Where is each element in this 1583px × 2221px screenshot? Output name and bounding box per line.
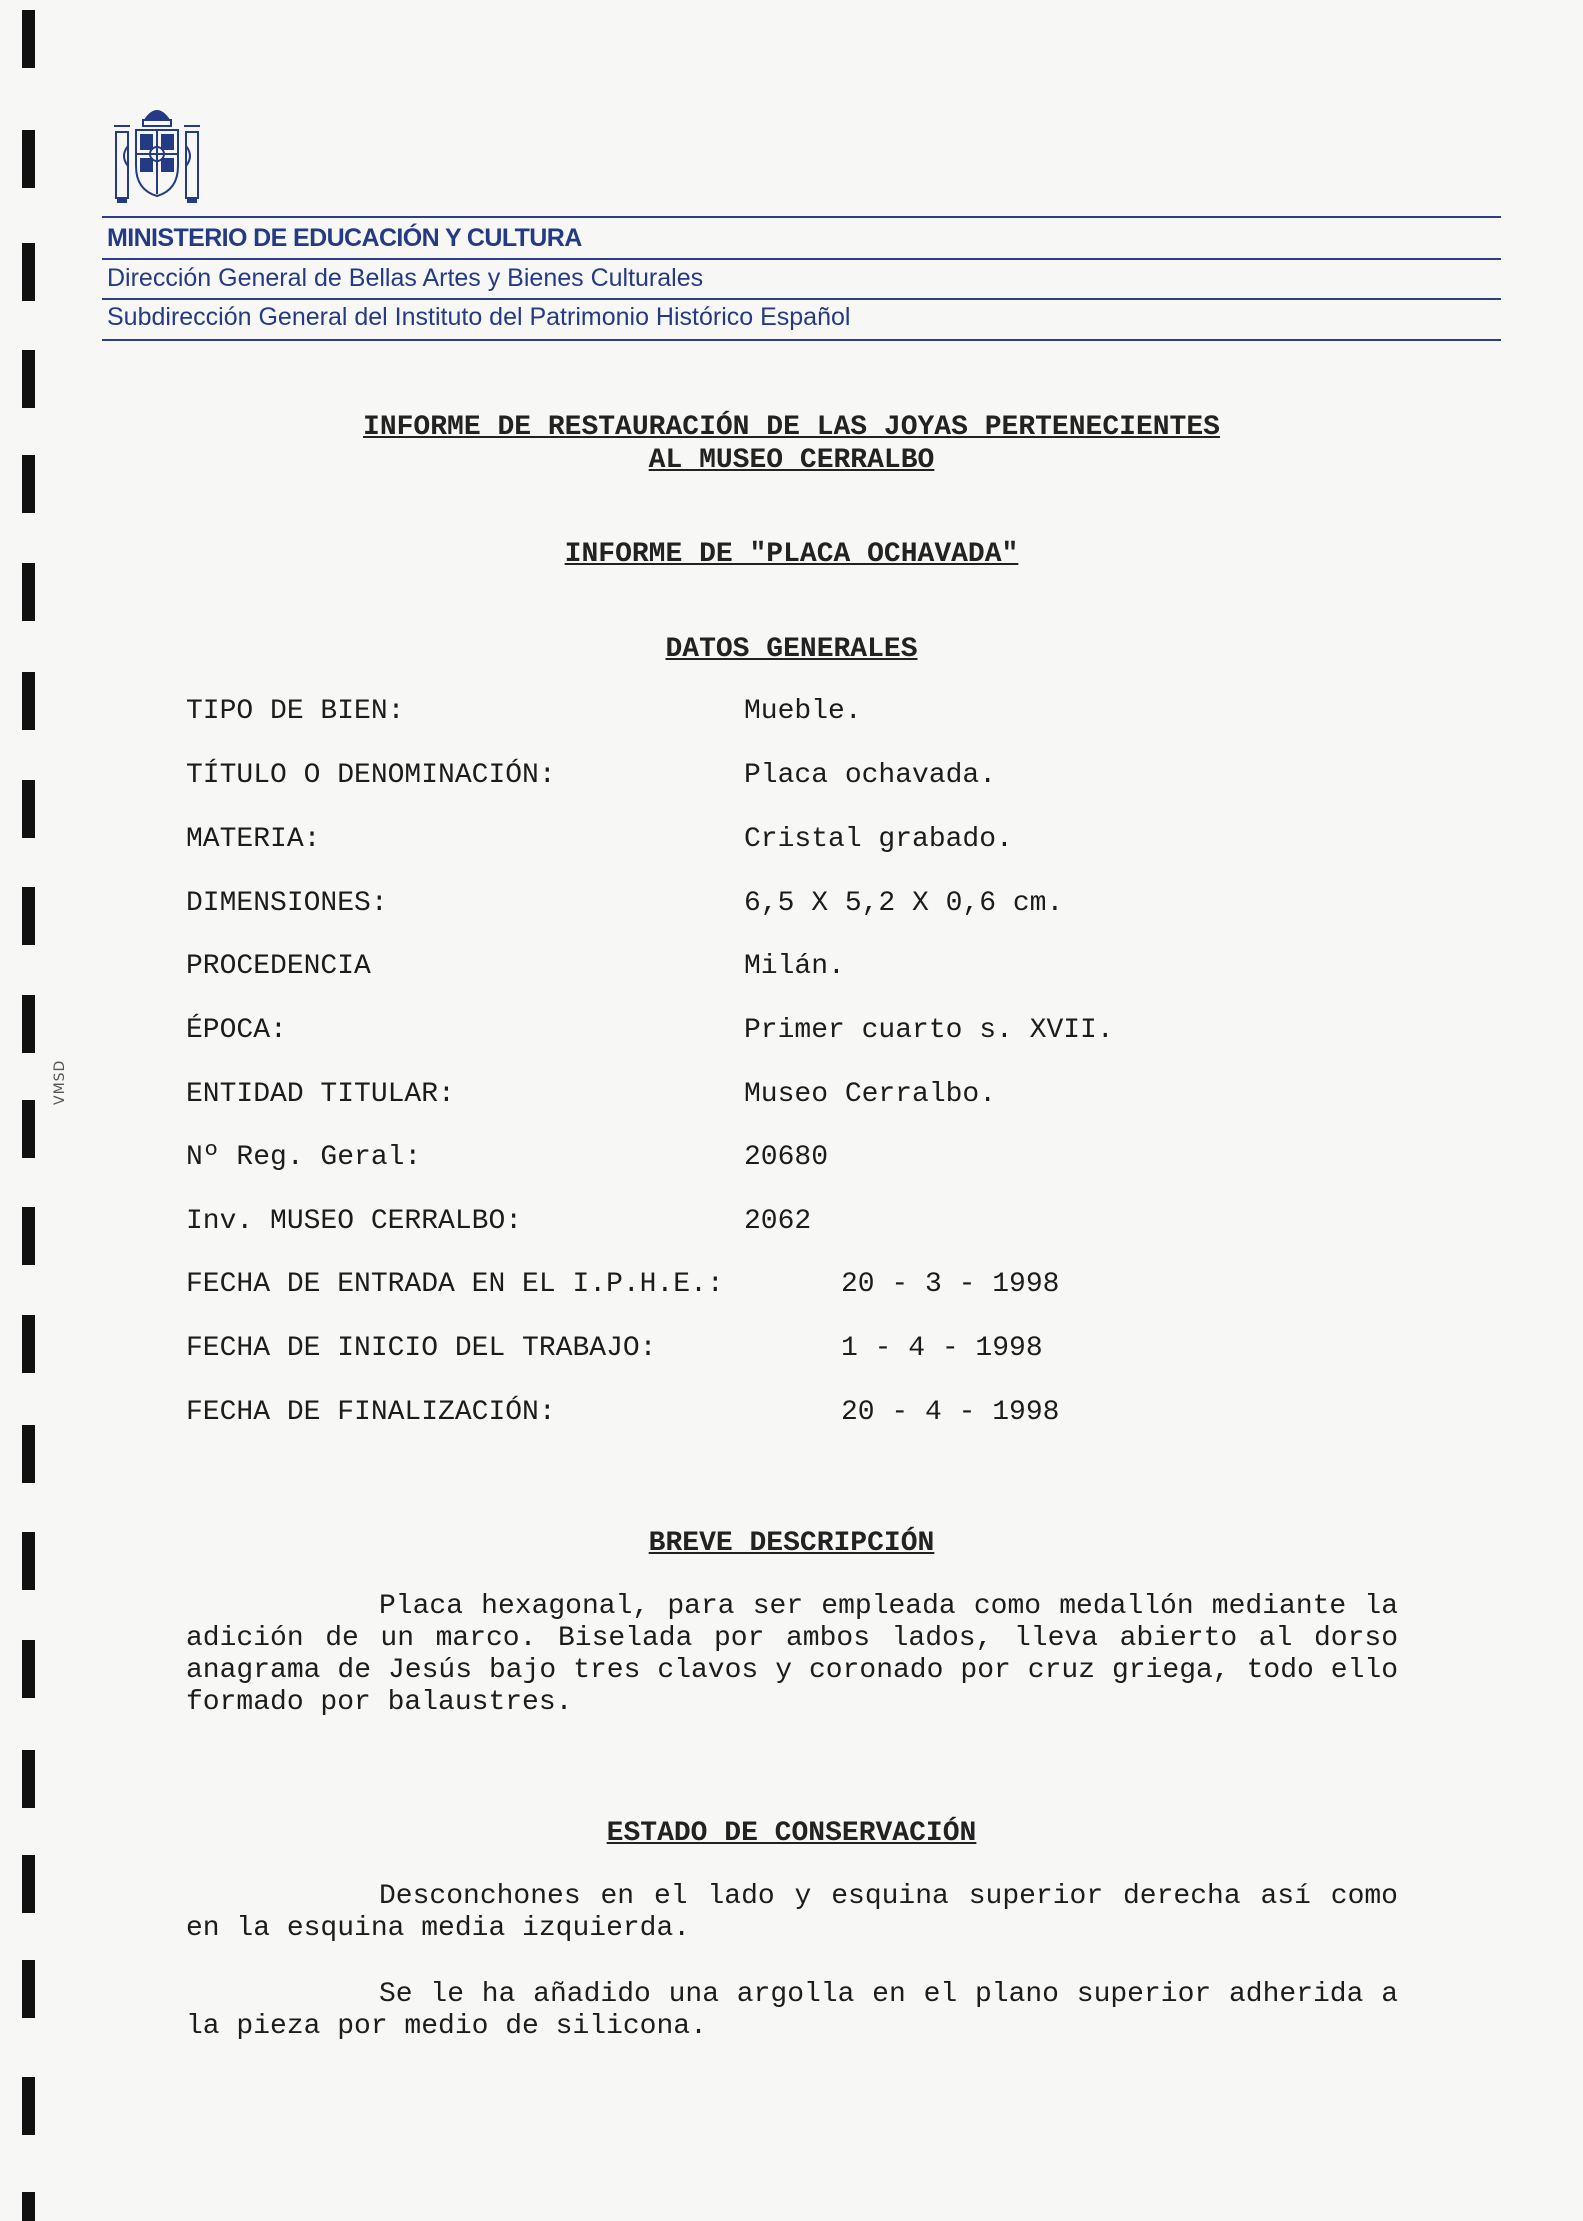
ministry-name: MINISTERIO DE EDUCACIÓN Y CULTURA [107, 224, 582, 252]
date-value: 1 - 4 - 1998 [841, 1333, 1043, 1364]
field-label: TIPO DE BIEN: [186, 696, 405, 727]
binding-mark [22, 1855, 35, 1913]
report-subtitle: INFORME DE "PLACA OCHAVADA" [564, 539, 1019, 570]
binding-mark [22, 243, 35, 301]
description-paragraph [186, 1591, 1398, 1719]
field-label: Nº Reg. Geral: [186, 1142, 422, 1173]
conservation-paragraph [186, 1979, 1398, 2043]
date-value: 20 - 3 - 1998 [841, 1269, 1060, 1300]
binding-mark [22, 1315, 35, 1373]
binding-mark [22, 1640, 35, 1698]
date-label: FECHA DE FINALIZACIÓN: [186, 1397, 556, 1428]
field-label: Inv. MUSEO CERRALBO: [186, 1206, 523, 1237]
binding-mark [22, 780, 35, 838]
conservation-text-2: Se le ha añadido una argolla en el plano superior adherida a la pieza por medio de silicona. [186, 1979, 1398, 2042]
field-value: Museo Cerralbo. [744, 1079, 997, 1110]
coat-of-arms-icon [110, 98, 204, 206]
field-value: 6,5 X 5,2 X 0,6 cm. [744, 888, 1064, 919]
date-label: FECHA DE INICIO DEL TRABAJO: [186, 1333, 657, 1364]
binding-mark [22, 1207, 35, 1265]
direction-name: Dirección General de Bellas Artes y Bienes Culturales [107, 264, 704, 292]
subdirection-name: Subdirección General del Instituto del Patrimonio Histórico Español [107, 303, 851, 331]
field-label: DIMENSIONES: [186, 888, 388, 919]
header-rule [102, 339, 1501, 341]
binding-mark [22, 1960, 35, 2018]
field-label: MATERIA: [186, 824, 321, 855]
header-rule [102, 298, 1501, 300]
conservation-text-1: Desconchones en el lado y esquina superior derecha así como en la esquina media izquierda. [186, 1881, 1398, 1944]
date-label: FECHA DE ENTRADA EN EL I.P.H.E.: [186, 1269, 724, 1300]
binding-mark [22, 887, 35, 945]
binding-mark [22, 563, 35, 621]
date-value: 20 - 4 - 1998 [841, 1397, 1060, 1428]
binding-mark [22, 130, 35, 188]
report-title-line2: AL MUSEO CERRALBO [648, 445, 935, 476]
field-label: ENTIDAD TITULAR: [186, 1079, 455, 1110]
conservation-heading: ESTADO DE CONSERVACIÓN [606, 1818, 977, 1849]
general-data-heading: DATOS GENERALES [665, 634, 918, 665]
description-text: Placa hexagonal, para ser empleada como medallón mediante la adición de un marco. Biselada por ambos lados, lleva abierto al dorso anagrama de Jesús bajo tres clavos y coronado por cruz griega, todo ello formado por balaustres. [186, 1591, 1398, 1718]
field-label: PROCEDENCIA [186, 951, 371, 982]
header-rule [102, 258, 1501, 260]
binding-mark [22, 10, 35, 68]
field-value: Mueble. [744, 696, 862, 727]
binding-mark [22, 2192, 35, 2221]
binding-mark [22, 672, 35, 730]
binding-mark [22, 1100, 35, 1158]
field-value: 20680 [744, 1142, 829, 1173]
field-value: Cristal grabado. [744, 824, 1013, 855]
field-value: Milán. [744, 951, 845, 982]
field-value: Placa ochavada. [744, 760, 997, 791]
report-title-line1: INFORME DE RESTAURACIÓN DE LAS JOYAS PERTENECIENTES [363, 412, 1220, 443]
binding-mark [22, 2077, 35, 2135]
binding-mark [22, 995, 35, 1053]
binding-mark [22, 350, 35, 408]
side-label: VMSD [52, 1059, 68, 1105]
header-rule [102, 216, 1501, 218]
binding-mark [22, 1750, 35, 1808]
field-label: TÍTULO O DENOMINACIÓN: [186, 760, 556, 791]
field-value: Primer cuarto s. XVII. [744, 1015, 1114, 1046]
field-value: 2062 [744, 1206, 812, 1237]
binding-mark [22, 1425, 35, 1483]
conservation-paragraph [186, 1881, 1398, 1945]
description-heading: BREVE DESCRIPCIÓN [648, 1528, 935, 1559]
field-label: ÉPOCA: [186, 1015, 287, 1046]
